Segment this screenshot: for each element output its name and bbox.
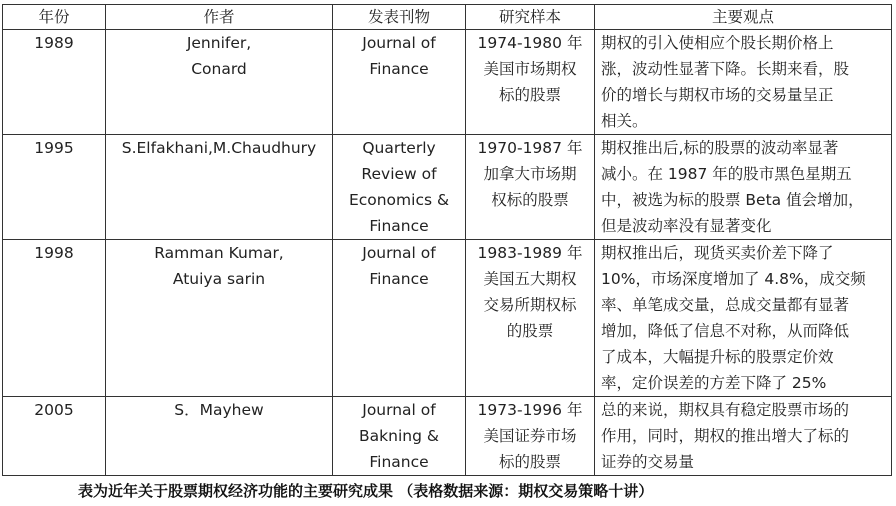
author-cell — [106, 30, 333, 135]
view-line: 期权推出后,标的股票的波动率显著 — [601, 139, 839, 157]
header-journal: 发表刊物 — [333, 5, 466, 30]
journal-line: Journal of — [362, 244, 436, 262]
view-cell — [595, 30, 892, 135]
journal-line: Quarterly — [362, 139, 436, 157]
header-author: 作者 — [106, 5, 333, 30]
journal-line: Finance — [369, 453, 429, 471]
sample-line: 的股票 — [506, 322, 554, 340]
journal-line: Journal of — [362, 401, 436, 419]
view-line: 10%，市场深度增加了 4.8%，成交频 — [601, 270, 866, 288]
sample-line: 加拿大市场期 — [483, 165, 577, 183]
table-caption: 表为近年关于股票期权经济功能的主要研究成果 （表格数据来源：期权交易策略十讲） — [78, 482, 654, 500]
view-line: 涨，波动性显著下降。长期来看，股 — [601, 60, 850, 78]
sample-line: 美国市场期权 — [483, 60, 577, 78]
sample-cell — [466, 240, 595, 397]
sample-line: 标的股票 — [498, 86, 561, 104]
table-row — [3, 135, 892, 240]
view-line: 价的增长与期权市场的交易量呈正 — [601, 86, 834, 104]
view-line: 期权推出后，现货买卖价差下降了 — [601, 244, 834, 262]
author-line: Atuiya sarin — [172, 270, 266, 288]
header-year: 年份 — [3, 5, 106, 30]
view-line: 作用，同时，期权的推出增大了标的 — [601, 427, 850, 445]
sample-line: 美国五大期权 — [483, 270, 577, 288]
sample-line: 交易所期权标 — [483, 296, 577, 314]
journal-line: Finance — [369, 270, 429, 288]
sample-cell — [466, 30, 595, 135]
year-cell: 1998 — [3, 240, 106, 397]
author-cell — [106, 135, 333, 240]
journal-line: Bakning & — [359, 427, 439, 445]
year-cell: 1989 — [3, 30, 106, 135]
table-row — [3, 397, 892, 476]
header-view: 主要观点 — [595, 5, 892, 30]
journal-line: Economics & — [348, 191, 450, 209]
journal-line: Finance — [369, 217, 429, 235]
journal-cell — [333, 240, 466, 397]
sample-cell — [466, 135, 595, 240]
view-line: 了成本，大幅提升标的股票定价效 — [601, 348, 834, 366]
journal-cell — [333, 397, 466, 476]
view-line: 期权的引入使相应个股长期价格上 — [601, 34, 834, 52]
view-cell — [595, 240, 892, 397]
author-line: S.Elfakhani,M.Chaudhury — [121, 139, 317, 157]
table-row — [3, 240, 892, 397]
journal-cell — [333, 135, 466, 240]
view-line: 增加，降低了信息不对称，从而降低 — [601, 322, 850, 340]
table-row — [3, 30, 892, 135]
view-line: 减小。在 1987 年的股市黑色星期五 — [601, 165, 852, 183]
header-sample: 研究样本 — [466, 5, 595, 30]
research-table — [2, 4, 892, 476]
view-line: 总的来说，期权具有稳定股票市场的 — [601, 401, 850, 419]
author-line: Ramman Kumar, — [154, 244, 284, 262]
sample-cell — [466, 397, 595, 476]
view-cell — [595, 397, 892, 476]
sample-line: 权标的股票 — [491, 191, 569, 209]
view-line: 率、单笔成交量，总成交量都有显著 — [601, 296, 850, 314]
view-line: 相关。 — [601, 112, 648, 130]
journal-cell — [333, 30, 466, 135]
year-cell: 1995 — [3, 135, 106, 240]
sample-line: 美国证券市场 — [483, 427, 577, 445]
author-cell — [106, 240, 333, 397]
sample-line: 1974-1980 年 — [477, 34, 583, 52]
author-line: Conard — [191, 60, 247, 78]
journal-line: Journal of — [362, 34, 436, 52]
sample-line: 标的股票 — [498, 453, 561, 471]
journal-line: Finance — [369, 60, 429, 78]
author-cell — [106, 397, 333, 476]
view-cell — [595, 135, 892, 240]
view-line: 证券的交易量 — [601, 453, 695, 471]
sample-line: 1983-1989 年 — [477, 244, 583, 262]
view-line: 但是波动率没有显著变化 — [601, 217, 772, 235]
author-line: Jennifer, — [186, 34, 252, 52]
author-line: S．Mayhew — [174, 401, 264, 419]
year-cell: 2005 — [3, 397, 106, 476]
header-row — [3, 5, 892, 30]
sample-line: 1973-1996 年 — [477, 401, 583, 419]
view-line: 率，定价误差的方差下降了 25% — [601, 374, 827, 392]
sample-line: 1970-1987 年 — [477, 139, 583, 157]
journal-line: Review of — [361, 165, 437, 183]
view-line: 中，被选为标的股票 Beta 值会增加， — [601, 191, 864, 209]
